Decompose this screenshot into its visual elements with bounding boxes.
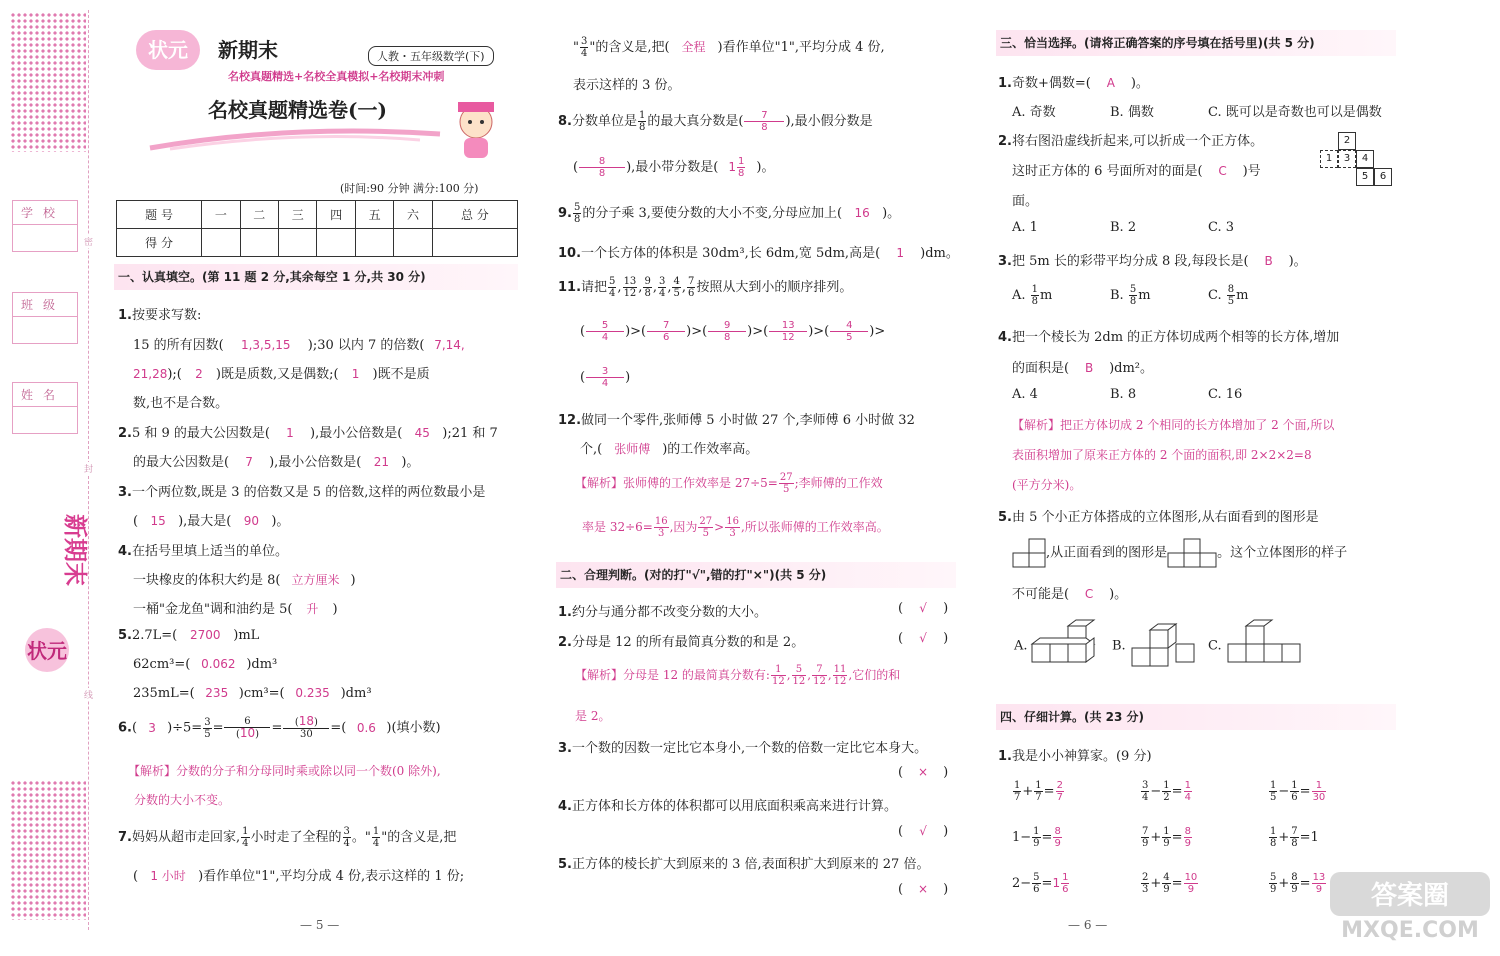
q6-explanation-b: 分数的大小不变。 xyxy=(134,793,231,807)
section-2-title: 二、合理判断。(对的打"√",错的打"×")(共 5 分) xyxy=(556,562,956,588)
q-text: 15 的所有因数( xyxy=(133,338,224,353)
logo-badge xyxy=(136,30,200,70)
explain-text: 率是 32÷6= xyxy=(582,520,653,534)
logo-text: 状元 xyxy=(148,38,188,62)
score-input[interactable] xyxy=(394,229,432,257)
q3-line-b xyxy=(133,510,289,529)
answer: 立方厘米 xyxy=(291,573,340,587)
net-face: 6 xyxy=(1374,168,1392,186)
j4: 4.正方体和长方体的体积都可以用底面积乘高来进行计算。 xyxy=(558,799,897,814)
q-text: 2.7L=( xyxy=(131,628,178,643)
score-cell: 二 xyxy=(240,201,278,229)
option-b[interactable]: B. 8 xyxy=(1110,387,1137,402)
c5-c xyxy=(1012,583,1127,602)
watermark xyxy=(1330,872,1490,948)
net-face: 2 xyxy=(1338,132,1356,150)
answer: B xyxy=(1264,254,1273,268)
score-row xyxy=(117,229,518,257)
c4-b xyxy=(1012,357,1153,376)
q-text: )既不是质 xyxy=(372,367,430,382)
score-cell: 得 分 xyxy=(117,229,202,257)
seal-mark-mi: 密 xyxy=(84,235,93,248)
option-c[interactable]: C. 既可以是奇数也可以是偶数 xyxy=(1208,105,1382,120)
q6: 6.( 3 )÷5= $\frac{3}{5}$ = $\frac{6}{(10)}$ = $\frac{(18)}{30}$ =( 0.6 )(填小数) xyxy=(118,714,441,740)
q-text: )cm³=( xyxy=(238,686,285,701)
section-4-title: 四、仔细计算。(共 23 分) xyxy=(996,704,1396,730)
q-text: 正方体的棱长扩大到原来的 3 倍,表面积扩大到原来的 27 倍。 xyxy=(571,857,930,872)
page-number-6: — 6 — xyxy=(1068,918,1108,932)
q-text: )。 xyxy=(1288,254,1307,269)
q-text: 的分子乘 3,要使分数的大小不变,分母应加上( xyxy=(582,206,843,221)
right-view-figure xyxy=(1012,538,1046,568)
answer: √ xyxy=(919,601,927,615)
j3-answer[interactable]: ( × ) xyxy=(898,765,949,780)
q-text: )。 xyxy=(401,455,420,470)
cube-figure-a xyxy=(1028,620,1106,672)
q11: 11.请把 $\frac{5}{4}$ , $\frac{13}{12}$ , $\frac{9}{8}$ , $\frac{3}{4}$ , $\frac{4}{5}$ , $\frac{7}{6}$ 按照从大到小的顺序排列。 xyxy=(558,276,853,299)
option-a[interactable]: A. $\frac{1}{8}$ m xyxy=(1012,284,1053,307)
q11-answer-a: ( $\frac{5}{4}$ )>( $\frac{7}{6}$ )>( $\frac{9}{8}$ )>( $\frac{13}{12}$ )>( $\frac{4}{5}$ )> xyxy=(580,320,886,343)
explain-text: ,所以张师傅的工作效率高。 xyxy=(740,520,889,534)
option-b[interactable]: B. $\frac{5}{8}$ m xyxy=(1110,284,1151,307)
answer: 1 xyxy=(896,246,904,260)
c5-a: 5.由 5 个小正方体搭成的立体图形,从右面看到的图形是 xyxy=(998,510,1319,525)
exam-meta: (时间:90 分钟 满分:100 分) xyxy=(340,182,479,195)
q-text: 由 5 个小正方体搭成的立体图形,从右面看到的图形是 xyxy=(1011,510,1319,525)
q-text: 在括号里填上适当的单位。 xyxy=(131,544,288,559)
q-text: )mL xyxy=(233,628,260,643)
q-text: )。 xyxy=(1130,76,1149,91)
q-text: 妈妈从超市走回家, xyxy=(131,830,241,845)
q-text: )看作单位"1",平均分成 4 份, xyxy=(717,40,885,55)
q1-line-b xyxy=(133,363,430,382)
answer: 1,3,5,15 xyxy=(240,338,291,352)
c2-b xyxy=(1012,160,1261,179)
answer: 45 xyxy=(414,426,430,440)
q-text: 一桶"金龙鱼"调和油约是 5( xyxy=(133,602,293,617)
q-text: (填小数) xyxy=(391,720,441,736)
net-face: 1 xyxy=(1320,150,1338,168)
q-text: 5 和 9 的最大公因数是( xyxy=(131,426,270,441)
answer: C xyxy=(1084,587,1094,601)
net-face: 3 xyxy=(1338,150,1356,168)
q-text: ),最大是( xyxy=(178,514,232,529)
q1-line-a xyxy=(133,334,474,353)
q-text: ),最小公倍数是( xyxy=(269,455,362,470)
q8-b: ( $\frac{8}{8}$ ),最小带分数是( 1 $\frac{1}{8}$ )。 xyxy=(573,156,775,179)
q7-d: 表示这样的 3 份。 xyxy=(573,78,681,93)
q-num: 6. xyxy=(118,720,132,736)
q7-a: 7.妈妈从超市走回家, $\frac{1}{4}$ 小时走了全程的 $\frac{3}{4}$ 。" $\frac{1}{4}$ "的含义是,把 xyxy=(118,826,457,849)
explain-text: ,因为 xyxy=(669,520,698,534)
q-num: 2. xyxy=(118,426,132,441)
answer: 1 $\frac{1}{8}$ xyxy=(728,156,745,179)
q-num: 4. xyxy=(118,544,132,559)
watermark-text: MXQE.COM xyxy=(1341,918,1479,943)
seal-mark-feng: 封 xyxy=(84,462,93,475)
q-num: 5. xyxy=(118,628,132,643)
q-text: )dm²。 xyxy=(1109,361,1154,376)
q-text: 一个两位数,既是 3 的倍数又是 5 的倍数,这样的两位数最小是 xyxy=(131,485,486,500)
svg-text:答案圈: 答案圈 xyxy=(1370,881,1450,911)
answer: 21,28 xyxy=(133,367,168,381)
mascot-illustration xyxy=(446,96,506,162)
answer: 21 xyxy=(373,455,389,469)
score-cell: 四 xyxy=(317,201,355,229)
q11-answer-b: ( $\frac{3}{4}$ ) xyxy=(580,366,631,389)
option-a[interactable]: A. 4 xyxy=(1012,387,1038,402)
q-text: 分母是 12 的所有最简真分数的和是 2。 xyxy=(571,635,805,650)
q-text: )号 xyxy=(1242,164,1261,179)
decor-dots-bottom xyxy=(10,780,86,920)
q-text: ),最小假分数是 xyxy=(785,114,873,129)
slogan: 名校真题精选+名校全真模拟+名校期末冲刺 xyxy=(228,70,445,83)
j5-answer[interactable]: ( × ) xyxy=(898,882,949,897)
q-text: "的含义是,把( xyxy=(589,40,670,55)
q-text: ),最小公倍数是( xyxy=(310,426,403,441)
c2-c: 面。 xyxy=(1012,194,1039,209)
score-table xyxy=(116,200,518,257)
score-input[interactable] xyxy=(432,229,517,257)
q-text: ,从正面看到的图形是 xyxy=(1046,545,1168,561)
answer: 7,14, xyxy=(434,338,465,352)
q3-line-a xyxy=(118,481,485,500)
cube-figure-c xyxy=(1222,620,1304,672)
q-text: 做同一个零件,张师傅 5 小时做 27 个,李师傅 6 小时做 32 xyxy=(581,413,915,428)
score-input[interactable] xyxy=(240,229,278,257)
j2-answer[interactable]: ( √ ) xyxy=(898,631,949,646)
c1-options xyxy=(1012,101,1382,120)
q6-explanation-a: 【解析】分数的分子和分母同时乘或除以同一个数(0 除外), xyxy=(128,764,441,778)
q-text: 把一个棱长为 2dm 的正方体切成两个相等的长方体,增加 xyxy=(1011,330,1340,345)
q-text: 62cm³=( xyxy=(133,657,191,672)
q2-line-a xyxy=(118,422,498,441)
q-text: )。 xyxy=(882,206,901,221)
q-text: );21 和 7 xyxy=(442,426,498,441)
q-text: 约分与通分都不改变分数的大小。 xyxy=(571,605,767,620)
q-text: 将右图沿虚线折起来,可以折成一个正方体。 xyxy=(1011,134,1264,149)
answer: C xyxy=(1218,164,1227,178)
c5-b xyxy=(1012,538,1347,568)
q7-c: " $\frac{3}{4}$ "的含义是,把( 全程 )看作单位"1",平均分成 4 份, xyxy=(573,36,885,59)
q-text: )dm³ xyxy=(246,657,278,672)
answer: 全程 xyxy=(681,40,706,54)
q-text: 我是小小神算家。(9 分) xyxy=(1011,749,1152,764)
fraction: $\frac{(18)}{30}$ xyxy=(283,716,329,740)
answer: 90 xyxy=(243,514,259,528)
answer: × xyxy=(918,765,929,779)
answer: 16 xyxy=(854,206,870,220)
score-cell: 三 xyxy=(279,201,317,229)
answer: 0.235 xyxy=(295,686,330,700)
c4-explanation-b: 表面积增加了原来正方体的 2 个面的面积,即 2×2×2=8 xyxy=(1012,448,1312,462)
j3: 3.一个数的因数一定比它本身小,一个数的倍数一定比它本身大。 xyxy=(558,741,928,756)
cube-figure-b xyxy=(1126,620,1204,672)
answer: A xyxy=(1106,76,1115,90)
cube-net-diagram xyxy=(1320,132,1396,188)
svg-text:状元: 状元 xyxy=(27,639,67,663)
answer: 7 xyxy=(245,455,253,469)
q-text: ( xyxy=(133,514,139,529)
q-text: 一个长方体的体积是 30dm³,长 6dm,宽 5dm,高是( xyxy=(581,246,881,261)
q-text: 按要求写数: xyxy=(131,308,202,323)
c4-explanation-a: 【解析】把正方体切成 2 个相同的长方体增加了 2 个面,所以 xyxy=(1012,418,1335,432)
score-cell: 五 xyxy=(355,201,393,229)
j2-explanation-b: 是 2。 xyxy=(575,709,611,723)
score-cell: 六 xyxy=(394,201,432,229)
q-text: )的工作效率高。 xyxy=(662,442,759,457)
c4-a: 4.把一个棱长为 2dm 的正方体切成两个相等的长方体,增加 xyxy=(998,330,1340,345)
q-text: 235mL=( xyxy=(133,686,195,701)
answer: √ xyxy=(919,824,927,838)
answer: 升 xyxy=(306,602,319,616)
q-text: 。" xyxy=(351,830,371,845)
q-text: 一块橡皮的体积大约是 8( xyxy=(133,573,281,588)
q-num: 7. xyxy=(118,830,132,845)
j1: 1.约分与通分都不改变分数的大小。 xyxy=(558,605,767,620)
c4-explanation-c: (平方分米)。 xyxy=(1012,478,1082,492)
net-face: 4 xyxy=(1356,150,1374,168)
q-text: 一个数的因数一定比它本身小,一个数的倍数一定比它本身大。 xyxy=(571,741,928,756)
score-input[interactable] xyxy=(202,229,240,257)
q-text: )看作单位"1",平均分成 4 份,表示这样的 1 份; xyxy=(198,869,465,884)
q-text: 这时正方体的 6 号面所对的面是( xyxy=(1012,164,1203,179)
q5-c xyxy=(133,686,372,701)
calc-row-1: $\frac{1}{7}$ + $\frac{1}{7}$ = $\frac{2}{7}$ $\frac{3}{4}$ − $\frac{1}{2}$ = $\frac{1}{4}$ $\frac{1}{5}$ − $\frac{1}{6}$ = $\frac{1}{30}$ xyxy=(1014,780,1326,803)
section-1-title: 一、认真填空。(第 11 题 2 分,其余每空 1 分,共 30 分) xyxy=(114,264,518,290)
q-text: );30 以内 7 的倍数( xyxy=(307,338,425,353)
q-text: 请把 xyxy=(581,280,608,295)
option-b[interactable]: B. 2 xyxy=(1110,220,1137,235)
c5-option-c[interactable]: C. xyxy=(1208,620,1304,672)
score-cell: 总 分 xyxy=(432,201,517,229)
q12-a: 12.做同一个零件,张师傅 5 小时做 27 个,李师傅 6 小时做 32 xyxy=(558,413,915,428)
k1: 1.我是小小神算家。(9 分) xyxy=(998,749,1152,764)
option-c[interactable]: C. 16 xyxy=(1208,387,1243,402)
c4-options xyxy=(1012,387,1242,402)
q-text: 小时走了全程的 xyxy=(250,830,342,845)
fraction: $\frac{3}{5}$ xyxy=(204,716,211,740)
option-c[interactable]: C. 3 xyxy=(1208,220,1235,235)
c1: 1.奇数+偶数=( A )。 xyxy=(998,76,1149,91)
q-text: 的最大公因数是( xyxy=(133,455,230,470)
q-text: 的面积是( xyxy=(1012,361,1070,376)
q-text: )。 xyxy=(1109,587,1128,602)
c2-options xyxy=(1012,220,1234,235)
seal-mark-xian: 线 xyxy=(84,688,93,701)
answer: 1 xyxy=(286,426,294,440)
answer: × xyxy=(918,882,929,896)
answer: 235 xyxy=(205,686,229,700)
option-b[interactable]: B. 偶数 xyxy=(1110,105,1154,120)
option-a[interactable]: A. 奇数 xyxy=(1012,105,1056,120)
q12-explanation-a: 【解析】张师傅的工作效率是 27÷5= $\frac{27}{5}$ ;李师傅的工作效 xyxy=(575,472,883,495)
q-text: 。这个立体图形的样子 xyxy=(1217,545,1348,561)
svg-text:新期末: 新期末 xyxy=(61,514,89,586)
q-text: ( xyxy=(133,869,139,884)
option-c[interactable]: C. $\frac{8}{5}$ m xyxy=(1208,284,1249,307)
edition-badge: 人教・五年级数学(下) xyxy=(368,46,494,66)
answer: 0.6 xyxy=(356,720,376,735)
answer: B xyxy=(1084,361,1094,375)
q4 xyxy=(118,540,288,559)
answer: 3 xyxy=(148,720,156,735)
q12-b xyxy=(580,438,758,457)
calc-row-3: 2− $\frac{5}{6}$ =1 $\frac{1}{6}$ $\frac{2}{3}$ + $\frac{4}{9}$ = $\frac{10}{9}$ $\frac{5}{9}$ + $\frac{8}{9}$ = $\frac{13}{9}$ xyxy=(1012,872,1326,895)
q9: 9. $\frac{5}{8}$ 的分子乘 3,要使分数的大小不变,分母应加上( 16 )。 xyxy=(558,202,901,225)
answer: 0.062 xyxy=(201,657,236,671)
q-text: 按照从大到小的顺序排列。 xyxy=(696,280,853,295)
answer: 2 xyxy=(195,367,203,381)
q2-line-b xyxy=(133,451,419,470)
score-input[interactable] xyxy=(317,229,355,257)
q1-line-c: 数,也不是合数。 xyxy=(133,396,229,411)
q5-a xyxy=(118,628,259,643)
page-number-5: — 5 — xyxy=(300,918,340,932)
section-3-title: 三、恰当选择。(请将正确答案的序号填在括号里)(共 5 分) xyxy=(996,30,1396,56)
c5-option-a[interactable]: A. xyxy=(1014,620,1106,672)
name-field[interactable]: 姓名 xyxy=(12,382,78,434)
q-text: 个,( xyxy=(580,442,603,457)
score-input[interactable] xyxy=(355,229,393,257)
title-swoosh xyxy=(150,128,440,150)
q-text: 的最大真分数是( xyxy=(647,114,744,129)
option-a[interactable]: A. 1 xyxy=(1012,220,1038,235)
school-field[interactable]: 学校 xyxy=(12,200,78,252)
score-cell: 题 号 xyxy=(117,201,202,229)
q10: 10.一个长方体的体积是 30dm³,长 6dm,宽 5dm,高是( 1 )dm。 xyxy=(558,246,959,261)
answer: 15 xyxy=(150,514,166,528)
j4-answer[interactable]: ( √ ) xyxy=(898,824,949,839)
decor-dots-top xyxy=(10,12,86,152)
q-text: )dm³ xyxy=(340,686,372,701)
j2: 2.分母是 12 的所有最简真分数的和是 2。 xyxy=(558,635,805,650)
page-title: 名校真题精选卷(一) xyxy=(208,98,387,122)
q-num: 1. xyxy=(118,308,132,323)
c2-a: 2.将右图沿虚线折起来,可以折成一个正方体。 xyxy=(998,134,1264,149)
q-text: )既是质数,又是偶数;( xyxy=(215,367,339,382)
q-num: 3. xyxy=(118,485,132,500)
q5-b xyxy=(133,657,277,672)
q-text: 正方体和长方体的体积都可以用底面积乘高来进行计算。 xyxy=(571,799,897,814)
score-cell: 一 xyxy=(202,201,240,229)
c5-option-b[interactable]: B. xyxy=(1112,620,1204,672)
explain-text: 【解析】张师傅的工作效率是 27÷5= xyxy=(575,476,778,490)
q-text: )dm。 xyxy=(920,246,959,261)
q1 xyxy=(118,304,201,323)
q-text: ),最小带分数是( xyxy=(626,160,719,175)
score-header-row xyxy=(117,201,518,229)
j2-explanation-a: 【解析】分母是 12 的最简真分数有: $\frac{1}{12}$ , $\frac{5}{12}$ , $\frac{7}{12}$ , $\frac{11}{12}$ ,它们的和 xyxy=(575,664,901,687)
c3-options xyxy=(1012,284,1248,307)
net-face: 5 xyxy=(1356,168,1374,186)
q-text: "的含义是,把 xyxy=(381,830,457,845)
q-text: 奇数+偶数=( xyxy=(1011,76,1091,91)
answer: $\frac{8}{8}$ xyxy=(579,156,625,179)
q7-b xyxy=(133,865,464,884)
answer: 10 xyxy=(239,726,256,740)
q4-a: 一块橡皮的体积大约是 8( 立方厘米 ) xyxy=(133,573,356,588)
c3: 3.把 5m 长的彩带平均分成 8 段,每段长是( B )。 xyxy=(998,254,1307,269)
answer: 1 xyxy=(351,367,360,381)
answer: 1 小时 xyxy=(150,869,186,883)
q-text: 分数单位是 xyxy=(571,114,637,129)
explain-text: ;李师傅的工作效 xyxy=(794,476,883,490)
fraction: $\frac{6}{(10)}$ xyxy=(224,716,270,740)
q12-explanation-b: 率是 32÷6= $\frac{16}{3}$ ,因为 $\frac{27}{5}$ > $\frac{16}{3}$ ,所以张师傅的工作效率高。 xyxy=(582,516,889,539)
answer: $\frac{7}{8}$ xyxy=(744,110,784,133)
q-text: 不可能是( xyxy=(1012,587,1070,602)
q-text: );( xyxy=(167,367,182,382)
score-input[interactable] xyxy=(279,229,317,257)
answer: 张师傅 xyxy=(614,442,651,456)
explain-text: 【解析】分母是 12 的最简真分数有: xyxy=(575,668,770,682)
q-text: )。 xyxy=(271,514,290,529)
vertical-brand-logo xyxy=(22,490,89,700)
q-text: 把 5m 长的彩带平均分成 8 段,每段长是( xyxy=(1011,254,1249,269)
q-text: )。 xyxy=(756,160,775,175)
q4-b: 一桶"金龙鱼"调和油约是 5( 升 ) xyxy=(133,602,338,617)
answer: 18 xyxy=(298,714,315,728)
q8-a: 8.分数单位是 $\frac{1}{8}$ 的最大真分数是( $\frac{7}{8}$ ),最小假分数是 xyxy=(558,110,873,133)
explain-text: ,它们的和 xyxy=(848,668,901,682)
answer: √ xyxy=(919,631,927,645)
j5: 5.正方体的棱长扩大到原来的 3 倍,表面积扩大到原来的 27 倍。 xyxy=(558,857,930,872)
calc-row-2: 1− $\frac{1}{9}$ = $\frac{8}{9}$ $\frac{7}{9}$ + $\frac{1}{9}$ = $\frac{8}{9}$ $\frac{1}{8}$ + $\frac{7}{8}$ =1 xyxy=(1012,826,1319,849)
j1-answer[interactable]: ( √ ) xyxy=(898,601,949,616)
answer: 2700 xyxy=(189,628,221,642)
series-title: 新期末 xyxy=(218,38,278,62)
front-view-figure xyxy=(1167,538,1217,568)
class-field[interactable]: 班级 xyxy=(12,292,78,344)
